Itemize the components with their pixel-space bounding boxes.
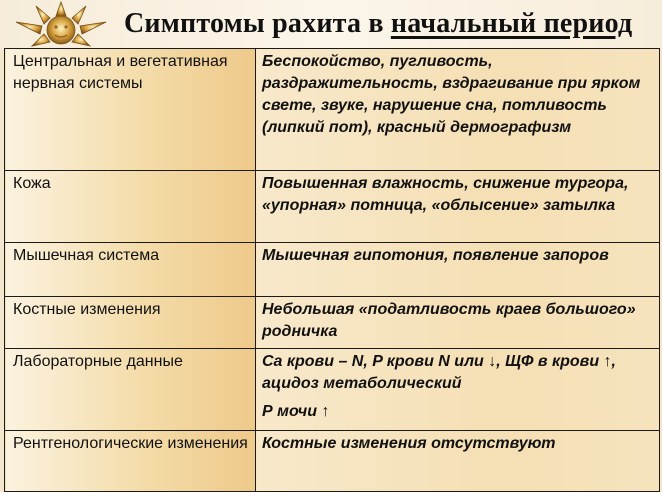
table-row [5, 297, 660, 349]
table-row [5, 431, 660, 492]
system-cell [5, 171, 256, 243]
system-cell [5, 297, 256, 349]
table-row [5, 49, 660, 171]
symptoms-cell [256, 297, 660, 349]
system-label: Костные изменения [13, 301, 161, 318]
symptoms-cell [256, 349, 660, 431]
table-row [5, 243, 660, 297]
system-label: Рентгенологические изменения [13, 435, 248, 452]
symptoms-extra-text: Р мочи ↑ [262, 403, 330, 420]
system-label: Центральная и вегетативная нервная системы [13, 53, 228, 92]
symptoms-table [4, 48, 660, 492]
symptoms-cell [256, 431, 660, 492]
symptoms-cell [256, 243, 660, 297]
symptoms-text: Небольшая «податливость краев большого» родничка [262, 301, 636, 340]
symptoms-text: Ca крови – N, P крови N или ↓, ЩФ в крови ↑, ацидоз метаболический [262, 353, 616, 392]
system-label: Кожа [13, 175, 51, 192]
table-row [5, 171, 660, 243]
symptoms-text: Костные изменения отсутствуют [262, 435, 556, 452]
system-label: Мышечная система [13, 247, 160, 264]
system-cell [5, 431, 256, 492]
title-bar [0, 0, 662, 48]
symptoms-text: Повышенная влажность, снижение тургора, «упорная» потница, «облысение» затылка [262, 175, 629, 214]
title-prefix: Симптомы рахита в [124, 8, 391, 39]
system-cell [5, 243, 256, 297]
system-cell [5, 49, 256, 171]
symptoms-text: Мышечная гипотония, появление запоров [262, 247, 609, 264]
page-title [124, 8, 632, 44]
symptoms-text: Беспокойство, пугливость, раздражительность, вздрагивание при ярком свете, звуке, нарушение сна, потливость (липкий пот), красный дермографизм [262, 53, 641, 136]
title-underlined: начальный период [390, 8, 633, 39]
system-cell [5, 349, 256, 431]
symptoms-cell [256, 49, 660, 171]
system-label: Лабораторные данные [13, 353, 183, 370]
table-row [5, 349, 660, 431]
symptoms-cell [256, 171, 660, 243]
sun-icon [6, 0, 116, 48]
